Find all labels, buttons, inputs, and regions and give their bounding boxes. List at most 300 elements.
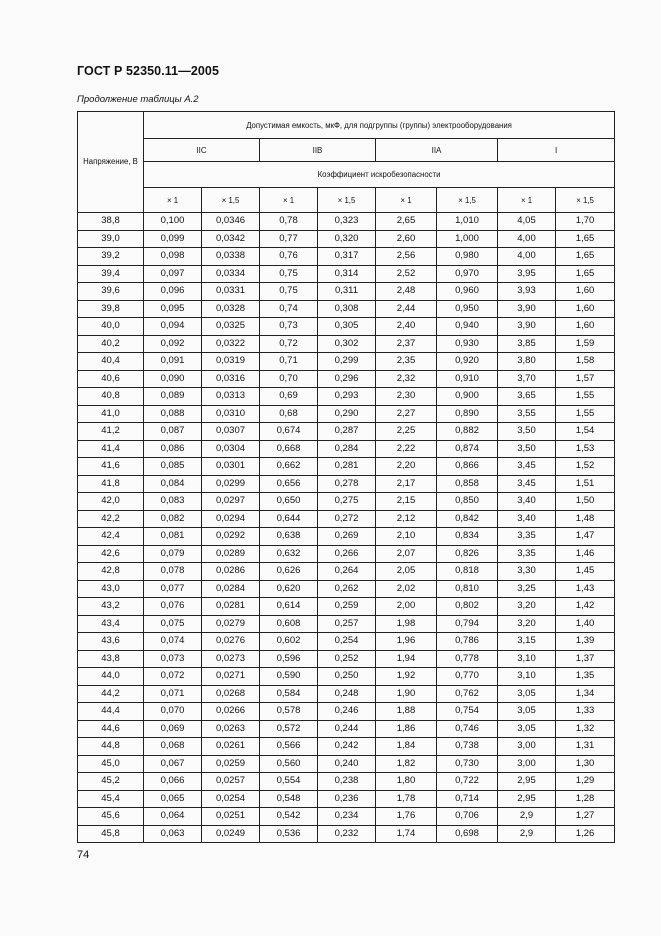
capacitance-cell: 0,668	[260, 440, 318, 458]
capacitance-cell: 2,30	[376, 388, 437, 406]
capacitance-cell: 1,39	[556, 633, 615, 651]
factor-header: × 1	[260, 188, 318, 213]
capacitance-cell: 0,100	[144, 213, 202, 231]
voltage-cell: 39,8	[78, 300, 144, 318]
capacitance-cell: 0,626	[260, 563, 318, 581]
capacitance-cell: 0,0301	[202, 458, 260, 476]
capacitance-cell: 3,30	[498, 563, 556, 581]
capacitance-cell: 0,083	[144, 493, 202, 511]
capacitance-cell: 4,05	[498, 213, 556, 231]
capacitance-cell: 0,0251	[202, 808, 260, 826]
capacitance-cell: 1,60	[556, 318, 615, 336]
capacitance-cell: 2,22	[376, 440, 437, 458]
capacitance-cell: 0,078	[144, 563, 202, 581]
capacitance-cell: 0,762	[437, 685, 498, 703]
table-row	[78, 283, 615, 301]
capacitance-cell: 0,0289	[202, 545, 260, 563]
capacitance-cell: 2,05	[376, 563, 437, 581]
capacitance-cell: 1,88	[376, 703, 437, 721]
factor-header: × 1,5	[437, 188, 498, 213]
factor-header: × 1,5	[556, 188, 615, 213]
capacitance-cell: 3,45	[498, 458, 556, 476]
capacitance-cell: 3,05	[498, 685, 556, 703]
capacitance-cell: 0,0263	[202, 720, 260, 738]
capacitance-cell: 1,30	[556, 755, 615, 773]
capacitance-cell: 0,602	[260, 633, 318, 651]
capacitance-cell: 0,096	[144, 283, 202, 301]
capacitance-cell: 2,56	[376, 248, 437, 266]
capacitance-cell: 0,698	[437, 825, 498, 843]
capacitance-cell: 0,0268	[202, 685, 260, 703]
capacitance-cell: 0,72	[260, 335, 318, 353]
table-row	[78, 773, 615, 791]
voltage-cell: 45,6	[78, 808, 144, 826]
capacitance-cell: 0,275	[318, 493, 376, 511]
capacitance-cell: 0,088	[144, 405, 202, 423]
capacitance-cell: 0,323	[318, 213, 376, 231]
capacitance-cell: 1,76	[376, 808, 437, 826]
voltage-cell: 40,2	[78, 335, 144, 353]
table-row	[78, 633, 615, 651]
capacitance-cell: 0,070	[144, 703, 202, 721]
capacitance-cell: 2,02	[376, 580, 437, 598]
voltage-cell: 41,0	[78, 405, 144, 423]
capacitance-cell: 3,95	[498, 265, 556, 283]
capacitance-cell: 2,32	[376, 370, 437, 388]
capacitance-cell: 1,47	[556, 528, 615, 546]
capacitance-cell: 2,48	[376, 283, 437, 301]
capacitance-cell: 0,234	[318, 808, 376, 826]
capacitance-cell: 0,980	[437, 248, 498, 266]
capacitance-cell: 0,656	[260, 475, 318, 493]
capacitance-cell: 0,572	[260, 720, 318, 738]
capacitance-cell: 0,257	[318, 615, 376, 633]
capacitance-cell: 0,074	[144, 633, 202, 651]
capacitance-cell: 0,246	[318, 703, 376, 721]
capacitance-cell: 0,254	[318, 633, 376, 651]
capacitance-cell: 0,0261	[202, 738, 260, 756]
capacitance-cell: 0,097	[144, 265, 202, 283]
capacitance-cell: 0,0334	[202, 265, 260, 283]
capacitance-cell: 1,52	[556, 458, 615, 476]
capacitance-cell: 3,65	[498, 388, 556, 406]
capacitance-cell: 1,59	[556, 335, 615, 353]
capacitance-cell: 0,810	[437, 580, 498, 598]
capacitance-cell: 0,920	[437, 353, 498, 371]
capacitance-cell: 0,890	[437, 405, 498, 423]
voltage-cell: 44,2	[78, 685, 144, 703]
capacitance-cell: 3,00	[498, 738, 556, 756]
capacitance-cell: 0,584	[260, 685, 318, 703]
capacitance-cell: 0,930	[437, 335, 498, 353]
capacitance-cell: 0,071	[144, 685, 202, 703]
capacitance-cell: 3,05	[498, 720, 556, 738]
capacitance-cell: 1,29	[556, 773, 615, 791]
capacitance-cell: 3,25	[498, 580, 556, 598]
capacitance-cell: 0,970	[437, 265, 498, 283]
capacitance-cell: 1,28	[556, 790, 615, 808]
capacitance-cell: 0,0281	[202, 598, 260, 616]
voltage-cell: 44,0	[78, 668, 144, 686]
capacitance-cell: 3,20	[498, 615, 556, 633]
voltage-cell: 42,0	[78, 493, 144, 511]
table-row	[78, 405, 615, 423]
capacitance-cell: 1,32	[556, 720, 615, 738]
table-row	[78, 650, 615, 668]
table-row	[78, 353, 615, 371]
table-row	[78, 720, 615, 738]
capacitance-cell: 0,084	[144, 475, 202, 493]
capacitance-cell: 3,40	[498, 493, 556, 511]
capacitance-cell: 0,0254	[202, 790, 260, 808]
capacitance-cell: 0,0294	[202, 510, 260, 528]
capacitance-cell: 1,65	[556, 230, 615, 248]
capacitance-cell: 0,098	[144, 248, 202, 266]
capacitance-cell: 0,560	[260, 755, 318, 773]
capacitance-cell: 0,76	[260, 248, 318, 266]
table-row	[78, 685, 615, 703]
capacitance-cell: 3,35	[498, 528, 556, 546]
capacitance-cell: 0,320	[318, 230, 376, 248]
capacitance-cell: 4,00	[498, 248, 556, 266]
capacitance-cell: 3,93	[498, 283, 556, 301]
capacitance-cell: 0,086	[144, 440, 202, 458]
capacitance-cell: 0,085	[144, 458, 202, 476]
capacitance-cell: 3,55	[498, 405, 556, 423]
table-row	[78, 370, 615, 388]
capacitance-cell: 0,244	[318, 720, 376, 738]
capacitance-cell: 0,644	[260, 510, 318, 528]
capacitance-cell: 1,31	[556, 738, 615, 756]
capacitance-cell: 0,638	[260, 528, 318, 546]
table-row	[78, 318, 615, 336]
capacitance-cell: 0,236	[318, 790, 376, 808]
capacitance-cell: 0,091	[144, 353, 202, 371]
capacitance-cell: 0,578	[260, 703, 318, 721]
capacitance-cell: 0,069	[144, 720, 202, 738]
capacitance-cell: 0,259	[318, 598, 376, 616]
capacitance-cell: 1,50	[556, 493, 615, 511]
capacitance-cell: 0,272	[318, 510, 376, 528]
voltage-cell: 41,2	[78, 423, 144, 441]
table-row	[78, 475, 615, 493]
capacitance-cell: 1,57	[556, 370, 615, 388]
capacitance-cell: 0,674	[260, 423, 318, 441]
capacitance-cell: 2,95	[498, 773, 556, 791]
voltage-cell: 40,4	[78, 353, 144, 371]
capacitance-cell: 1,34	[556, 685, 615, 703]
table-row	[78, 423, 615, 441]
capacitance-cell: 0,614	[260, 598, 318, 616]
capacitance-cell: 0,073	[144, 650, 202, 668]
capacitance-cell: 0,554	[260, 773, 318, 791]
capacitance-cell: 3,20	[498, 598, 556, 616]
table-row	[78, 493, 615, 511]
group-header-iia: IIA	[376, 139, 498, 162]
table-row	[78, 300, 615, 318]
capacitance-cell: 0,305	[318, 318, 376, 336]
capacitance-cell: 1,000	[437, 230, 498, 248]
voltage-cell: 41,6	[78, 458, 144, 476]
voltage-cell: 44,6	[78, 720, 144, 738]
table-row	[78, 755, 615, 773]
voltage-cell: 39,4	[78, 265, 144, 283]
capacitance-cell: 3,70	[498, 370, 556, 388]
capacitance-cell: 3,50	[498, 423, 556, 441]
capacitance-cell: 1,54	[556, 423, 615, 441]
capacitance-cell: 2,37	[376, 335, 437, 353]
capacitance-cell: 1,82	[376, 755, 437, 773]
capacitance-cell: 0,0304	[202, 440, 260, 458]
capacitance-cell: 0,281	[318, 458, 376, 476]
capacitance-cell: 0,242	[318, 738, 376, 756]
capacitance-cell: 0,0310	[202, 405, 260, 423]
capacitance-cell: 0,0328	[202, 300, 260, 318]
capacitance-cell: 3,80	[498, 353, 556, 371]
capacitance-cell: 2,10	[376, 528, 437, 546]
capacitance-cell: 0,068	[144, 738, 202, 756]
capacitance-cell: 0,063	[144, 825, 202, 843]
capacitance-cell: 0,738	[437, 738, 498, 756]
capacitance-cell: 1,48	[556, 510, 615, 528]
capacitance-cell: 0,566	[260, 738, 318, 756]
capacitance-cell: 0,067	[144, 755, 202, 773]
capacitance-cell: 0,818	[437, 563, 498, 581]
capacitance-cell: 0,092	[144, 335, 202, 353]
table-row	[78, 230, 615, 248]
capacitance-cell: 0,077	[144, 580, 202, 598]
capacitance-cell: 0,290	[318, 405, 376, 423]
capacitance-cell: 0,296	[318, 370, 376, 388]
capacitance-cell: 1,26	[556, 825, 615, 843]
capacitance-cell: 0,252	[318, 650, 376, 668]
factor-header: × 1,5	[318, 188, 376, 213]
capacitance-cell: 1,65	[556, 265, 615, 283]
capacitance-cell: 0,064	[144, 808, 202, 826]
capacitance-cell: 0,542	[260, 808, 318, 826]
capacitance-cell: 0,287	[318, 423, 376, 441]
voltage-cell: 43,0	[78, 580, 144, 598]
table-row	[78, 738, 615, 756]
group-header-iic: IIC	[144, 139, 260, 162]
table-row	[78, 510, 615, 528]
table-body	[78, 213, 615, 843]
capacitance-cell: 0,066	[144, 773, 202, 791]
capacitance-cell: 2,20	[376, 458, 437, 476]
capacitance-cell: 0,632	[260, 545, 318, 563]
capacitance-cell: 0,71	[260, 353, 318, 371]
voltage-cell: 40,0	[78, 318, 144, 336]
capacitance-cell: 1,60	[556, 300, 615, 318]
capacitance-cell: 2,15	[376, 493, 437, 511]
capacitance-cell: 0,0271	[202, 668, 260, 686]
capacitance-cell: 0,0266	[202, 703, 260, 721]
capacitance-cell: 0,548	[260, 790, 318, 808]
capacitance-cell: 0,090	[144, 370, 202, 388]
capacitance-cell: 0,77	[260, 230, 318, 248]
capacitance-cell: 0,250	[318, 668, 376, 686]
capacitance-cell: 0,714	[437, 790, 498, 808]
capacitance-cell: 0,0257	[202, 773, 260, 791]
table-row	[78, 580, 615, 598]
capacitance-cell: 0,858	[437, 475, 498, 493]
capacitance-cell: 0,293	[318, 388, 376, 406]
capacitance-cell: 0,536	[260, 825, 318, 843]
table-caption: Продолжение таблицы А.2	[77, 94, 199, 105]
capacitance-cell: 0,0313	[202, 388, 260, 406]
voltage-cell: 38,8	[78, 213, 144, 231]
capacitance-cell: 3,10	[498, 650, 556, 668]
voltage-cell: 40,8	[78, 388, 144, 406]
capacitance-cell: 1,96	[376, 633, 437, 651]
table-row	[78, 790, 615, 808]
capacitance-cell: 0,778	[437, 650, 498, 668]
capacitance-cell: 0,240	[318, 755, 376, 773]
capacitance-cell: 1,33	[556, 703, 615, 721]
capacitance-cell: 0,0316	[202, 370, 260, 388]
factor-header: × 1	[376, 188, 437, 213]
voltage-cell: 43,6	[78, 633, 144, 651]
voltage-cell: 39,0	[78, 230, 144, 248]
voltage-cell: 40,6	[78, 370, 144, 388]
capacitance-cell: 1,78	[376, 790, 437, 808]
capacitance-cell: 0,794	[437, 615, 498, 633]
capacitance-cell: 0,74	[260, 300, 318, 318]
capacitance-cell: 0,826	[437, 545, 498, 563]
capacitance-cell: 3,85	[498, 335, 556, 353]
capacitance-cell: 0,608	[260, 615, 318, 633]
table-row	[78, 213, 615, 231]
capacitance-cell: 0,284	[318, 440, 376, 458]
capacitance-cell: 1,70	[556, 213, 615, 231]
capacitance-cell: 0,089	[144, 388, 202, 406]
table-row	[78, 545, 615, 563]
table-row	[78, 808, 615, 826]
capacitance-cell: 0,842	[437, 510, 498, 528]
capacitance-cell: 1,55	[556, 405, 615, 423]
capacitance-cell: 0,311	[318, 283, 376, 301]
capacitance-cell: 2,27	[376, 405, 437, 423]
capacitance-cell: 3,05	[498, 703, 556, 721]
capacitance-cell: 0,094	[144, 318, 202, 336]
voltage-cell: 39,6	[78, 283, 144, 301]
capacitance-cell: 0,0276	[202, 633, 260, 651]
capacitance-cell: 0,78	[260, 213, 318, 231]
capacitance-cell: 1,46	[556, 545, 615, 563]
document-header: ГОСТ Р 52350.11—2005	[77, 64, 220, 78]
capacitance-cell: 2,40	[376, 318, 437, 336]
capacitance-cell: 0,076	[144, 598, 202, 616]
capacitance-cell: 3,90	[498, 300, 556, 318]
table-row	[78, 668, 615, 686]
capacitance-cell: 0,0346	[202, 213, 260, 231]
capacitance-cell: 2,17	[376, 475, 437, 493]
capacitance-cell: 2,12	[376, 510, 437, 528]
capacitance-cell: 0,0338	[202, 248, 260, 266]
capacitance-cell: 0,264	[318, 563, 376, 581]
table-row	[78, 825, 615, 843]
capacitance-cell: 3,00	[498, 755, 556, 773]
capacitance-cell: 2,44	[376, 300, 437, 318]
capacitance-cell: 1,43	[556, 580, 615, 598]
capacitance-header: Допустимая емкость, мкФ, для подгруппы (группы) электрооборудования	[144, 112, 615, 139]
capacitance-cell: 2,25	[376, 423, 437, 441]
capacitance-cell: 1,37	[556, 650, 615, 668]
capacitance-cell: 0,0273	[202, 650, 260, 668]
capacitance-cell: 1,27	[556, 808, 615, 826]
capacitance-cell: 0,70	[260, 370, 318, 388]
capacitance-cell: 0,722	[437, 773, 498, 791]
capacitance-cell: 3,40	[498, 510, 556, 528]
capacitance-table	[77, 111, 615, 843]
capacitance-cell: 0,0259	[202, 755, 260, 773]
voltage-cell: 39,2	[78, 248, 144, 266]
capacitance-cell: 0,866	[437, 458, 498, 476]
voltage-column-header: Напряжение, В	[78, 112, 144, 213]
group-header-i: I	[498, 139, 615, 162]
capacitance-cell: 1,010	[437, 213, 498, 231]
capacitance-cell: 0,095	[144, 300, 202, 318]
capacitance-cell: 2,95	[498, 790, 556, 808]
voltage-cell: 44,4	[78, 703, 144, 721]
capacitance-cell: 1,80	[376, 773, 437, 791]
group-header-iib: IIB	[260, 139, 376, 162]
capacitance-cell: 4,00	[498, 230, 556, 248]
table-row	[78, 615, 615, 633]
capacitance-cell: 0,75	[260, 265, 318, 283]
capacitance-cell: 0,0319	[202, 353, 260, 371]
capacitance-cell: 0,266	[318, 545, 376, 563]
capacitance-cell: 1,42	[556, 598, 615, 616]
capacitance-cell: 0,0307	[202, 423, 260, 441]
capacitance-cell: 0,900	[437, 388, 498, 406]
capacitance-cell: 0,0284	[202, 580, 260, 598]
capacitance-cell: 1,74	[376, 825, 437, 843]
capacitance-cell: 3,15	[498, 633, 556, 651]
capacitance-cell: 1,60	[556, 283, 615, 301]
capacitance-cell: 2,60	[376, 230, 437, 248]
voltage-cell: 41,4	[78, 440, 144, 458]
capacitance-cell: 0,269	[318, 528, 376, 546]
capacitance-cell: 0,850	[437, 493, 498, 511]
capacitance-cell: 1,92	[376, 668, 437, 686]
voltage-cell: 42,4	[78, 528, 144, 546]
capacitance-cell: 0,0299	[202, 475, 260, 493]
capacitance-cell: 0,0322	[202, 335, 260, 353]
capacitance-cell: 1,86	[376, 720, 437, 738]
voltage-cell: 42,6	[78, 545, 144, 563]
voltage-cell: 43,8	[78, 650, 144, 668]
voltage-cell: 44,8	[78, 738, 144, 756]
table-row	[78, 598, 615, 616]
table-row	[78, 265, 615, 283]
capacitance-cell: 0,081	[144, 528, 202, 546]
capacitance-cell: 1,58	[556, 353, 615, 371]
capacitance-cell: 1,40	[556, 615, 615, 633]
capacitance-cell: 3,50	[498, 440, 556, 458]
voltage-cell: 42,2	[78, 510, 144, 528]
capacitance-cell: 0,278	[318, 475, 376, 493]
voltage-cell: 45,2	[78, 773, 144, 791]
capacitance-cell: 0,099	[144, 230, 202, 248]
voltage-cell: 42,8	[78, 563, 144, 581]
voltage-cell: 41,8	[78, 475, 144, 493]
capacitance-cell: 0,238	[318, 773, 376, 791]
capacitance-cell: 3,10	[498, 668, 556, 686]
capacitance-cell: 1,90	[376, 685, 437, 703]
table-row	[78, 388, 615, 406]
capacitance-cell: 2,35	[376, 353, 437, 371]
